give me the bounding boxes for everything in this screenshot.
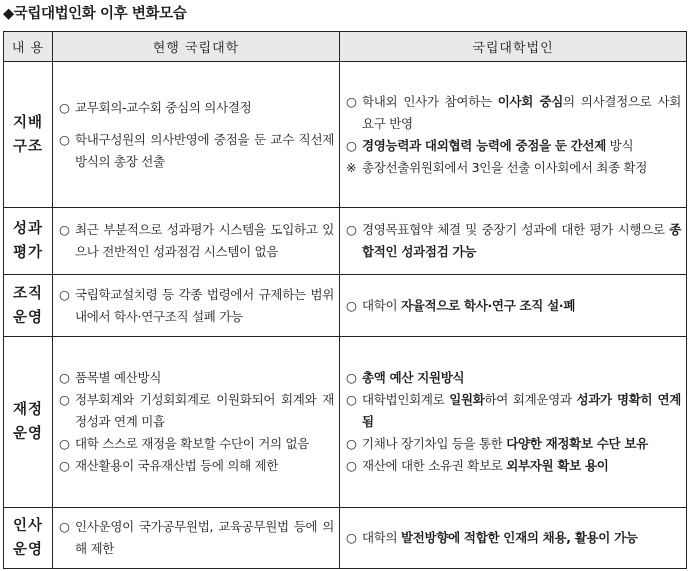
category-label: 지배 xyxy=(12,114,43,131)
header-current: 현행 국립대학 xyxy=(53,32,340,62)
text-segment: 인사운영이 국가공무원법, 교육공무원법 등에 의해 제한 xyxy=(75,519,334,557)
bold-text: 이사회 중심 xyxy=(497,93,564,109)
list-item xyxy=(59,284,334,328)
bullet-icon: ○ xyxy=(59,519,70,535)
bullet-icon: ○ xyxy=(59,436,70,452)
comparison-table xyxy=(3,31,687,569)
text-segment: 하여 회계운영과 xyxy=(484,392,577,408)
new-cell xyxy=(340,508,687,569)
bold-text: 일원화 xyxy=(449,392,485,408)
text-segment: 대학 스스로 재정을 확보할 수단이 거의 없음 xyxy=(75,436,309,452)
bullet-icon: ○ xyxy=(346,458,357,474)
new-cell xyxy=(340,275,687,337)
bold-text: 경영능력과 대외협력 능력에 중점을 둔 간선제 xyxy=(362,137,606,153)
bold-text: 총액 예산 지원방식 xyxy=(362,370,465,386)
note-mark-icon: ※ xyxy=(346,159,357,175)
bullet-icon: ○ xyxy=(59,370,70,386)
text-segment: 기채나 장기차입 등을 통한 xyxy=(362,436,507,452)
current-cell xyxy=(53,208,340,275)
list-item xyxy=(59,433,334,455)
list-item xyxy=(59,219,334,263)
list-item xyxy=(59,367,334,389)
current-cell xyxy=(53,336,340,507)
bold-text: 다양한 재정확보 수단 보유 xyxy=(506,436,648,452)
text-segment: 의 의사결정으로 사회 요구 반영 xyxy=(362,93,681,131)
category-label: 운영 xyxy=(12,542,43,559)
bold-text: 종합적인 성과점검 가능 xyxy=(362,222,681,260)
category-label: 운영 xyxy=(12,426,43,443)
text-segment: 교무회의-교수회 중심의 의사결정 xyxy=(75,99,252,115)
list-item xyxy=(346,219,681,263)
text-segment: 총장선출위원회에서 3인을 선출 이사회에서 최종 확정 xyxy=(362,159,648,175)
bullet-icon: ○ xyxy=(346,530,357,546)
bullet-icon: ○ xyxy=(346,370,357,386)
list-item xyxy=(346,367,681,389)
category-cell xyxy=(4,275,53,337)
bullet-icon: ○ xyxy=(346,297,357,313)
bullet-icon: ○ xyxy=(346,137,357,153)
bullet-icon: ○ xyxy=(346,93,357,109)
text-segment: 대학의 xyxy=(362,530,401,546)
list-item xyxy=(346,157,681,179)
current-cell xyxy=(53,62,340,208)
page-title: ◆국립대법인화 이후 변화모습 xyxy=(3,6,187,22)
bullet-icon: ○ xyxy=(59,99,70,115)
list-item xyxy=(59,455,334,477)
new-cell xyxy=(340,62,687,208)
text-segment: 대학법인회계로 xyxy=(362,392,450,408)
list-item xyxy=(59,97,334,119)
category-label: 운영 xyxy=(12,309,43,326)
current-cell xyxy=(53,508,340,569)
current-cell xyxy=(53,275,340,337)
text-segment: 품목별 예산방식 xyxy=(75,370,162,386)
text-segment: 학내구성원의 의사반영에 중점을 둔 교수 직선제 방식의 총장 선출 xyxy=(75,131,334,169)
list-item xyxy=(346,389,681,433)
text-segment: 재산에 대한 소유권 확보로 xyxy=(362,458,507,474)
header-row xyxy=(4,32,687,62)
bullet-icon: ○ xyxy=(346,436,357,452)
bullet-icon: ○ xyxy=(59,222,70,238)
bold-text: 외부자원 확보 용이 xyxy=(506,458,609,474)
list-item xyxy=(59,389,334,433)
bold-text: 발전방향에 적합한 인재의 채용, 활용이 가능 xyxy=(401,530,638,546)
text-segment: 방식 xyxy=(606,137,634,153)
new-cell xyxy=(340,208,687,275)
bullet-icon: ○ xyxy=(59,286,70,302)
category-label: 재정 xyxy=(12,402,43,419)
list-item xyxy=(346,433,681,455)
text-segment: 학내외 인사가 참여하는 xyxy=(362,93,498,109)
text-segment: 대학이 xyxy=(362,297,401,313)
spacer xyxy=(59,119,334,129)
table-row xyxy=(4,275,687,337)
list-item xyxy=(346,527,681,549)
text-segment: 경영목표협약 체결 및 중장기 성과에 대한 평가 시행으로 xyxy=(362,222,670,238)
category-label: 성과 xyxy=(12,221,43,238)
category-cell xyxy=(4,508,53,569)
list-item xyxy=(346,455,681,477)
text-segment: 정부회계와 기성회회계로 이원화되어 회계와 재정성과 연계 미흡 xyxy=(75,392,334,430)
new-cell xyxy=(340,336,687,507)
category-cell xyxy=(4,62,53,208)
text-segment: 재산활용이 국유재산법 등에 의해 제한 xyxy=(75,458,279,474)
table-row xyxy=(4,62,687,208)
bold-text: 성과가 명확히 연계됨 xyxy=(362,392,681,430)
list-item xyxy=(346,135,681,157)
bullet-icon: ○ xyxy=(59,392,70,408)
bullet-icon: ○ xyxy=(59,131,70,147)
list-item xyxy=(59,516,334,560)
category-label: 구조 xyxy=(12,138,43,155)
list-item xyxy=(346,91,681,135)
table-row xyxy=(4,508,687,569)
bold-text: 자율적으로 학사·연구 조직 설·폐 xyxy=(401,297,576,313)
text-segment: 최근 부분적으로 성과평가 시스템을 도입하고 있으나 전반적인 성과점검 시스템이 없음 xyxy=(75,222,334,260)
text-segment: 국립학교설치령 등 각종 법령에서 규제하는 범위 내에서 학사·연구조직 설폐 가능 xyxy=(75,286,334,324)
list-item xyxy=(59,129,334,173)
category-label: 인사 xyxy=(12,518,43,535)
table-row xyxy=(4,336,687,507)
category-label: 평가 xyxy=(12,245,43,262)
table-row xyxy=(4,208,687,275)
bullet-icon: ○ xyxy=(59,458,70,474)
category-cell xyxy=(4,208,53,275)
bullet-icon: ○ xyxy=(346,392,357,408)
category-cell xyxy=(4,336,53,507)
category-label: 조직 xyxy=(12,285,43,302)
bullet-icon: ○ xyxy=(346,222,357,238)
header-category: 내 용 xyxy=(4,32,53,62)
header-new: 국립대학법인 xyxy=(340,32,687,62)
list-item xyxy=(346,295,681,317)
